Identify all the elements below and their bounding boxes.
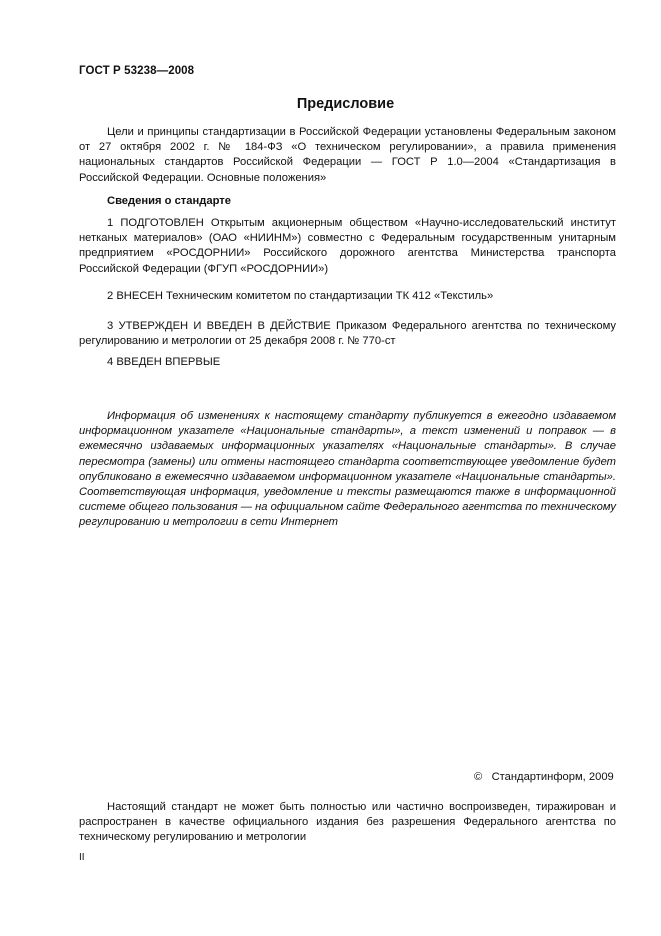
page-title: Предисловие	[296, 96, 395, 112]
standard-info-item-1: 1 ПОДГОТОВЛЕН Открытым акционерным обществом «Научно-исследовательский институт нетканых материалов» (ОАО «НИИНМ») совместно с Федеральным государственным унитарным предприятием «РОСДОРНИИ» Российского дорожного агентства Министерства транспорта Российской Федерации (ФГУП «РОСДОРНИИ»)	[79, 217, 616, 275]
standard-info-item-2: 2 ВНЕСЕН Техническим комитетом по стандартизации ТК 412 «Текстиль»	[107, 290, 494, 302]
standard-code-header: ГОСТ Р 53238—2008	[79, 65, 195, 77]
copyright-line: © Стандартинформ, 2009	[474, 771, 614, 783]
changes-notice-paragraph: Информация об изменениях к настоящему стандарту публикуется в ежегодно издаваемом информационном указателе «Национальные стандарты», а текст изменений и поправок — в ежемесячно издаваемых информационных указателях «Национальные стандарты». В случае пересмотра (замены) или отмены настоящего стандарта соответствующее уведомление будет опубликовано в ежемесячно издаваемом информационном указателе «Национальные стандарты». Соответствующая информация, уведомление и тексты размещаются также в информационной системе общего пользования — на официальном сайте Федерального агентства по техническому регулированию и метрологии в сети Интернет	[79, 410, 616, 529]
standard-info-item-4: 4 ВВЕДЕН ВПЕРВЫЕ	[107, 356, 221, 368]
standard-info-item-3: 3 УТВЕРЖДЕН И ВВЕДЕН В ДЕЙСТВИЕ Приказом Федерального агентства по техническому регулированию и метрологии от 25 декабря 2008 г. № 770-ст	[79, 320, 616, 348]
preface-intro-paragraph: Цели и принципы стандартизации в Российской Федерации установлены Федеральным законом от 27 октября 2002 г. № 184-ФЗ «О техническом регулировании», а правила применения национальных стандартов Российской Федерации — ГОСТ Р 1.0—2004 «Стандартизация в Российской Федерации. Основные положения»	[79, 126, 616, 184]
page-number: II	[79, 852, 85, 863]
reproduction-notice-paragraph: Настоящий стандарт не может быть полностью или частично воспроизведен, тиражирован и распространен в качестве официального издания без разрешения Федерального агентства по техническому регулированию и метрологии	[79, 801, 616, 844]
standard-info-heading: Сведения о стандарте	[107, 195, 231, 207]
